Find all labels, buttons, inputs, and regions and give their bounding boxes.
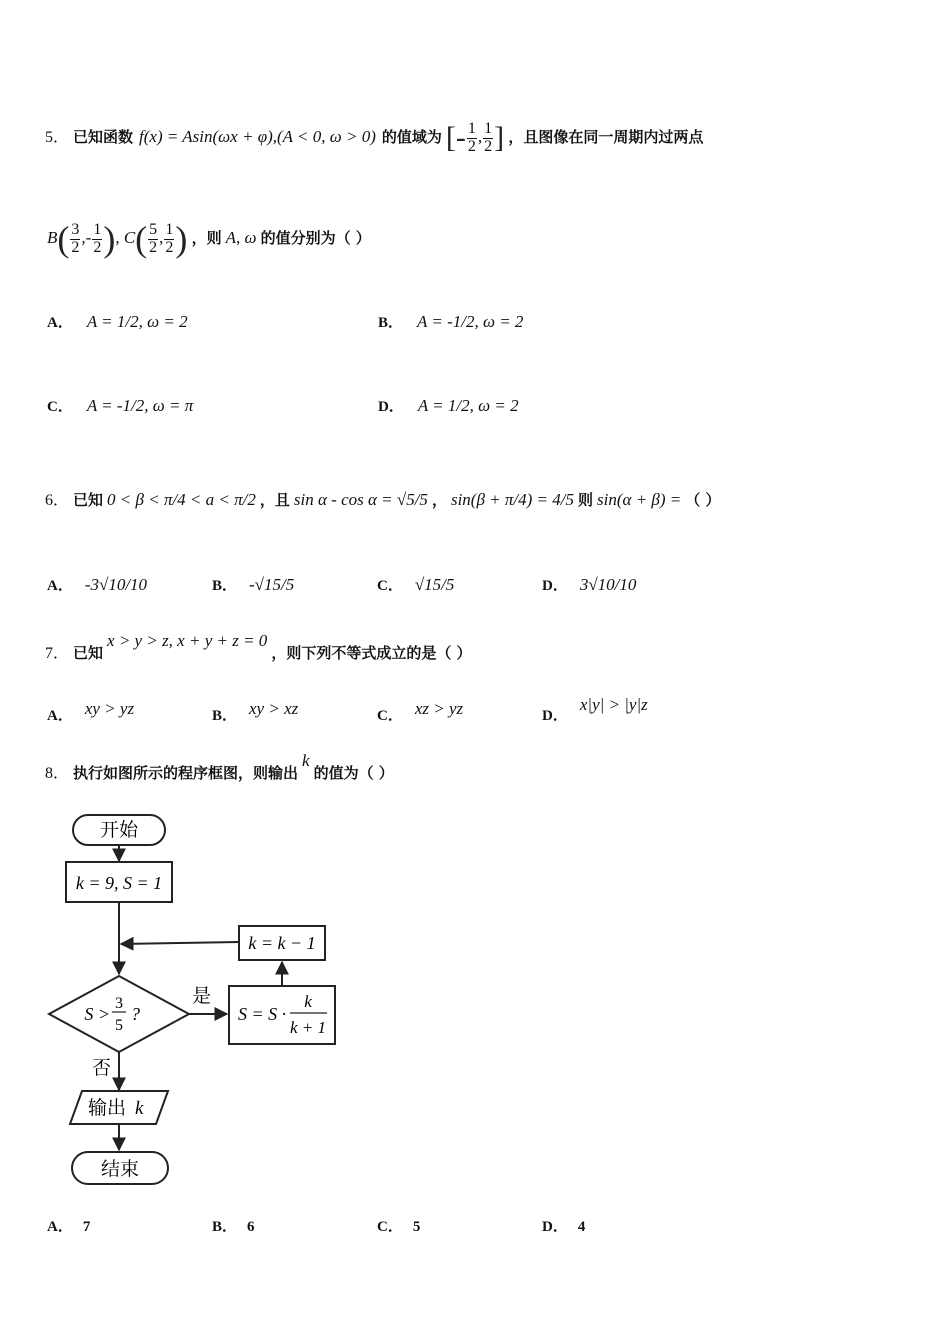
option-label: D． bbox=[542, 578, 568, 594]
q8-text-2: 的值为（ ） bbox=[313, 764, 394, 782]
q5-text-4: ，则 bbox=[191, 229, 222, 247]
flow-condition-den: 5 bbox=[115, 1017, 123, 1034]
option-label: B． bbox=[212, 1219, 238, 1235]
q6-equation-2: sin(β + π/4) = 4/5 bbox=[450, 490, 574, 509]
q5-option-c[interactable] bbox=[47, 386, 193, 426]
q6-text-4: 则 bbox=[578, 491, 594, 509]
flow-init-label: k = 9, S = 1 bbox=[75, 873, 163, 893]
option-label: C． bbox=[377, 578, 403, 594]
q5-point-c: C( $\frac{5}{2}$ , $\frac{1}{2}$ ) bbox=[123, 219, 188, 260]
q6-option-c[interactable] bbox=[377, 565, 454, 605]
q5-option-b[interactable] bbox=[378, 302, 523, 342]
q6-option-b[interactable] bbox=[212, 565, 294, 605]
flow-condition-node bbox=[49, 976, 189, 1052]
q5-function: f(x) = Asin(ωx + φ),(A < 0, ω > 0) bbox=[139, 127, 376, 146]
option-formula: xy > yz bbox=[84, 699, 135, 718]
flow-start-label: 开始 bbox=[99, 820, 139, 841]
q6-question: sin(α + β) = bbox=[597, 490, 682, 509]
q6-text-5: （ ） bbox=[685, 491, 721, 509]
q8-text-1: 执行如图所示的程序框图，则输出 bbox=[73, 764, 299, 782]
option-formula: xy > xz bbox=[249, 699, 299, 718]
q6-equation-1: sin α - cos α = √5/5 bbox=[293, 490, 428, 509]
flow-condition-num: 3 bbox=[115, 995, 123, 1012]
q7-option-b[interactable] bbox=[212, 698, 298, 732]
option-label: D． bbox=[542, 708, 568, 724]
q8-stem bbox=[45, 751, 394, 790]
q6-stem bbox=[45, 480, 721, 520]
flow-end-label: 结束 bbox=[100, 1159, 140, 1180]
flow-yes-label: 是 bbox=[192, 986, 212, 1007]
option-value: 7 bbox=[82, 1219, 91, 1235]
option-formula: A = -1/2, ω = π bbox=[86, 396, 194, 415]
flow-no-label: 否 bbox=[92, 1058, 112, 1079]
q5-text-2: 的值域为 bbox=[381, 128, 442, 146]
option-formula: √15/5 bbox=[414, 575, 455, 594]
flow-condition-q: ? bbox=[131, 1004, 140, 1024]
q6-condition: 0 < β < π/4 < a < π/2 bbox=[107, 490, 256, 509]
q7-number: 7． bbox=[45, 645, 70, 662]
q5-vars: A, ω bbox=[225, 228, 257, 247]
option-label: A． bbox=[47, 1219, 73, 1235]
option-formula: xz > yz bbox=[414, 699, 464, 718]
flow-update-s-num: k bbox=[304, 992, 312, 1011]
q5-point-b: B( $\frac{3}{2}$ ,- $\frac{1}{2}$ ), bbox=[47, 219, 124, 260]
flow-update-s-label: S = S · bbox=[238, 1004, 287, 1024]
q8-number: 8． bbox=[45, 765, 70, 782]
q6-text-1: 已知 bbox=[73, 491, 104, 509]
q5-range: [- $\frac{1}{2}$ , $\frac{1}{2}$ ] bbox=[445, 119, 505, 155]
option-formula: -3√10/10 bbox=[84, 575, 148, 594]
option-label: D． bbox=[542, 1219, 568, 1235]
flow-update-k-label: k = k − 1 bbox=[248, 933, 316, 953]
option-label: B． bbox=[212, 708, 238, 724]
q5-stem-line1 bbox=[45, 120, 703, 154]
q7-option-a[interactable] bbox=[47, 698, 134, 732]
option-formula: A = 1/2, ω = 2 bbox=[86, 312, 188, 331]
q8-var: k bbox=[302, 751, 310, 770]
flow-output-label: 输出 bbox=[88, 1098, 127, 1119]
flow-output-var: k bbox=[135, 1098, 144, 1119]
q7-text-1: 已知 bbox=[73, 644, 104, 662]
option-value: 6 bbox=[247, 1219, 255, 1235]
q7-stem bbox=[45, 631, 472, 670]
q7-text-2: ，则下列不等式成立的是（ ） bbox=[271, 644, 472, 662]
q6-number: 6． bbox=[45, 492, 70, 509]
flow-update-s-den: k + 1 bbox=[289, 1018, 327, 1037]
q6-text-3: ， bbox=[431, 491, 447, 509]
q5-number: 5． bbox=[45, 129, 70, 146]
option-value: 4 bbox=[577, 1219, 586, 1235]
q5-stem-line2 bbox=[47, 212, 371, 264]
option-label: C． bbox=[47, 399, 73, 415]
option-label: D． bbox=[378, 399, 404, 415]
option-label: B． bbox=[212, 578, 238, 594]
option-formula: 3√10/10 bbox=[579, 575, 637, 594]
q7-option-c[interactable] bbox=[377, 698, 463, 732]
option-formula: A = 1/2, ω = 2 bbox=[417, 396, 519, 415]
option-label: C． bbox=[377, 1219, 403, 1235]
q6-option-a[interactable] bbox=[47, 565, 147, 605]
q7-option-d[interactable] bbox=[542, 695, 648, 732]
q7-condition: x > y > z, x + y + z = 0 bbox=[107, 631, 268, 650]
option-label: C． bbox=[377, 708, 403, 724]
q5-text-5: 的值分别为（ ） bbox=[260, 229, 371, 247]
option-formula: A = -1/2, ω = 2 bbox=[417, 312, 524, 331]
flow-condition-label: S > bbox=[84, 1004, 110, 1024]
q8-option-b[interactable] bbox=[212, 1214, 255, 1240]
q6-option-d[interactable] bbox=[542, 565, 636, 605]
q8-option-c[interactable] bbox=[377, 1214, 420, 1240]
option-label: A． bbox=[47, 578, 73, 594]
q5-option-d[interactable] bbox=[378, 386, 519, 426]
q8-flowchart bbox=[40, 808, 350, 1193]
q5-option-a[interactable] bbox=[47, 302, 188, 342]
q5-text-3: ，且图像在同一周期内过两点 bbox=[508, 128, 704, 146]
q5-text-1: 已知函数 bbox=[73, 128, 134, 146]
q8-option-a[interactable] bbox=[47, 1214, 90, 1240]
option-label: A． bbox=[47, 315, 73, 331]
q6-text-2: ，且 bbox=[259, 491, 290, 509]
option-value: 5 bbox=[412, 1219, 421, 1235]
option-formula: x|y| > |y|z bbox=[579, 695, 648, 714]
option-label: B． bbox=[378, 315, 404, 331]
option-formula: -√15/5 bbox=[249, 575, 295, 594]
q8-option-d[interactable] bbox=[542, 1214, 585, 1240]
option-label: A． bbox=[47, 708, 73, 724]
